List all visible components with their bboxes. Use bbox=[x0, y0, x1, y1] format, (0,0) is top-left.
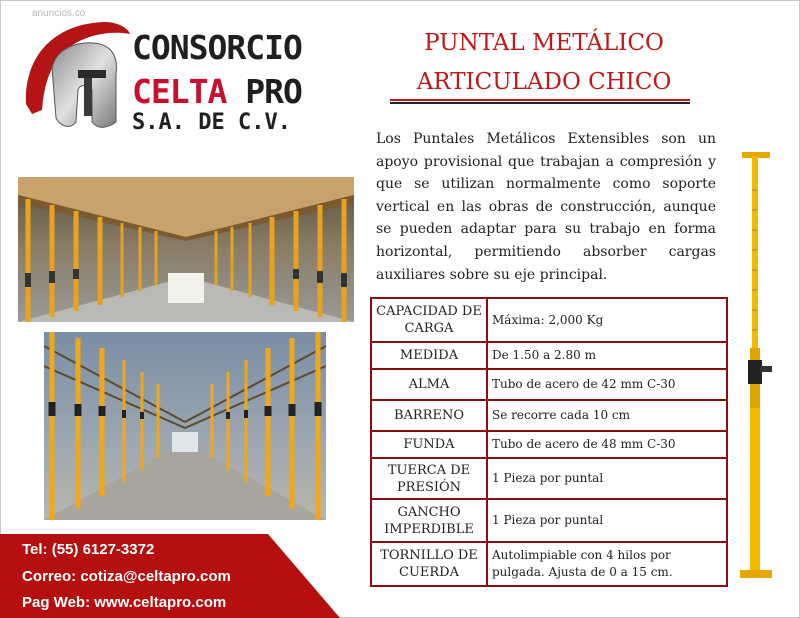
logo-line-sa-de-cv: S.A. DE C.V. bbox=[132, 110, 291, 135]
product-title-line2: ARTICULADO CHICO bbox=[416, 69, 672, 95]
logo-line-celta-pro bbox=[132, 72, 302, 111]
spec-label: FUNDA bbox=[371, 431, 487, 458]
spec-row bbox=[371, 431, 727, 458]
spec-value: 1 Pieza por puntal bbox=[487, 458, 727, 499]
watermark-text: anuncios.co bbox=[32, 8, 86, 19]
spec-row bbox=[371, 298, 727, 342]
steel-prop-product-image bbox=[732, 150, 780, 582]
spec-label: MEDIDA bbox=[371, 342, 487, 369]
spec-value: De 1.50 a 2.80 m bbox=[487, 342, 727, 369]
shoring-photo-corridor bbox=[44, 332, 326, 520]
spec-row bbox=[371, 400, 727, 431]
spec-row bbox=[371, 499, 727, 542]
spec-value: Máxima: 2,000 Kg bbox=[487, 298, 727, 342]
logo-word-celta: CELTA bbox=[132, 72, 227, 111]
title-underline-red bbox=[390, 99, 690, 101]
spec-label: BARRENO bbox=[371, 400, 487, 431]
product-title-line1: PUNTAL METÁLICO bbox=[424, 30, 664, 56]
spec-row bbox=[371, 342, 727, 369]
spec-value: Tubo de acero de 42 mm C-30 bbox=[487, 369, 727, 400]
spec-value: 1 Pieza por puntal bbox=[487, 499, 727, 542]
title-underline-black bbox=[390, 102, 690, 104]
spec-label: CAPACIDAD DE CARGA bbox=[371, 298, 487, 342]
spec-value: Autolimpiable con 4 hilos por pulgada. Ajusta de 0 a 15 cm. bbox=[487, 542, 727, 586]
logo-word-pro: PRO bbox=[245, 72, 302, 111]
spec-label: TORNILLO DE CUERDA bbox=[371, 542, 487, 586]
spec-label: TUERCA DE PRESIÓN bbox=[371, 458, 487, 499]
contact-website: Pag Web: www.celtapro.com bbox=[22, 594, 227, 611]
contact-email: Correo: cotiza@celtapro.com bbox=[22, 568, 231, 585]
product-description: Los Puntales Metálicos Extensibles son un apoyo provisional que trabajan a compresión y que se utilizan normalmente como soporte vertical en las obras de construcción, aunque se pueden adaptar para su trabajo en forma horizontal, permitiendo absorber cargas auxiliares sobre su eje principal. bbox=[376, 131, 716, 283]
spec-row bbox=[371, 542, 727, 586]
spec-label: ALMA bbox=[371, 369, 487, 400]
logo-line-consorcio: CONSORCIO bbox=[132, 28, 302, 67]
spec-label: GANCHO IMPERDIBLE bbox=[371, 499, 487, 542]
spec-row bbox=[371, 369, 727, 400]
specs-table bbox=[370, 297, 728, 587]
spec-value: Tubo de acero de 48 mm C-30 bbox=[487, 431, 727, 458]
spec-value: Se recorre cada 10 cm bbox=[487, 400, 727, 431]
spec-row bbox=[371, 458, 727, 499]
shoring-photo-wide bbox=[18, 177, 354, 322]
contact-phone: Tel: (55) 6127-3372 bbox=[22, 541, 155, 558]
spartan-helmet-icon bbox=[22, 18, 132, 136]
